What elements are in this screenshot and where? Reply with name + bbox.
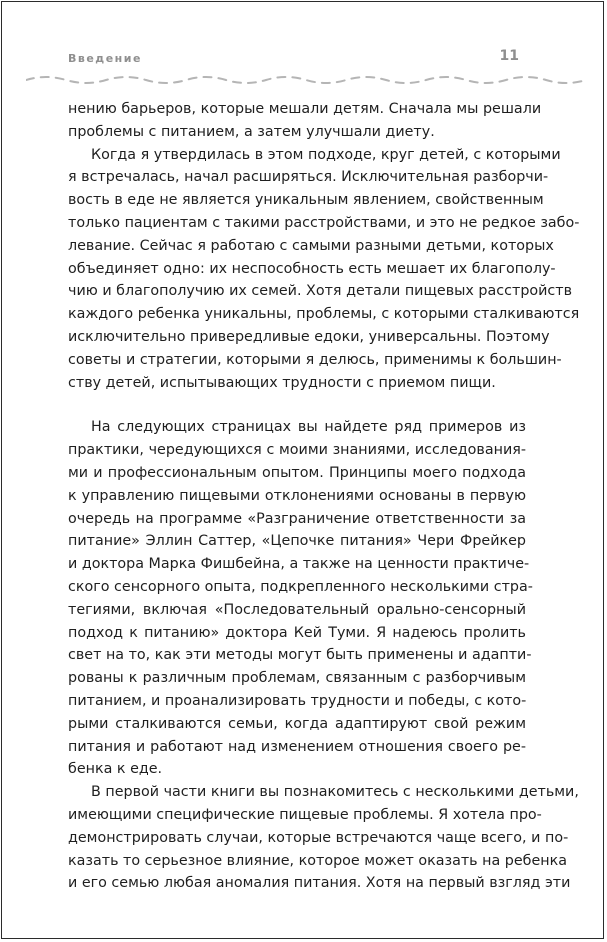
text-line: подход к питанию» доктора Кей Туми. Я надеюсь пролить xyxy=(68,624,526,641)
text-line: советы и стратегии, которыми я делюсь, применимы к большин- xyxy=(68,351,562,368)
text-line: к управлению пищевыми отклонениями основаны в первую xyxy=(68,487,526,504)
page-number: 11 xyxy=(499,48,519,64)
text-line: нению барьеров, которые мешали детям. Сначала мы решали xyxy=(68,101,542,117)
text-line: я встречалась, начал расширяться. Исключительная разборчи- xyxy=(68,169,549,186)
text-line: ского сенсорного опыта, подкрепленного несколькими стра- xyxy=(68,578,533,595)
text-line: казать то серьезное влияние, которое может оказать на ребенка xyxy=(68,852,568,869)
text-line: свет на то, как эти методы могут быть применены и адапти- xyxy=(68,647,532,664)
book-page xyxy=(1,1,604,939)
paragraph xyxy=(68,144,580,395)
paragraph xyxy=(68,98,542,144)
text-line: тегиями, включая «Последовательный орально-сенсорный xyxy=(68,601,526,618)
text-line: проблемы с питанием, а затем улучшали диету. xyxy=(68,123,435,140)
body-text xyxy=(68,98,580,895)
text-line: ми и профессиональным опытом. Принципы моего подхода xyxy=(68,464,526,481)
text-line: бенка к еде. xyxy=(68,761,163,778)
text-line: Когда я утвердилась в этом подходе, круг детей, с которыми xyxy=(91,146,561,163)
text-line: только пациентам с такими расстройствами, и это не редкое забо- xyxy=(68,214,580,231)
text-line: практики, чередующихся с моими знаниями, исследования- xyxy=(68,442,526,459)
text-line: исключительно привередливые едоки, универсальны. Поэтому xyxy=(68,328,550,345)
text-line: имеющими специфические пищевые проблемы. Я хотела про- xyxy=(68,806,542,823)
text-line: левание. Сейчас я работаю с самыми разными детьми, которых xyxy=(68,237,554,254)
wavy-divider xyxy=(26,72,586,88)
text-line: очередь на программе «Разграничение ответственности за xyxy=(68,510,526,527)
text-line: и доктора Марка Фишбейна, а также на ценности практиче- xyxy=(68,556,530,573)
text-line: каждого ребенка уникальны, проблемы, с которыми сталкиваются xyxy=(68,306,580,323)
text-line: объединяет одно: их неспособность есть мешает их благополу- xyxy=(68,260,556,277)
text-line: и его семью любая аномалия питания. Хотя на первый взгляд эти xyxy=(68,875,571,892)
text-line: чию и благополучию их семей. Хотя детали пищевых расстройств xyxy=(68,283,573,300)
text-line: вость в еде не является уникальным явлением, свойственным xyxy=(68,192,544,209)
text-line: рыми сталкиваются семьи, когда адаптируют свой режим xyxy=(68,715,526,732)
text-line: питанием, и проанализировать трудности и победы, с кото- xyxy=(68,692,527,709)
text-line: рованы к различным проблемам, связанным с разборчивым xyxy=(68,670,526,687)
paragraph xyxy=(68,416,533,781)
text-line: В первой части книги вы познакомитесь с несколькими детьми, xyxy=(91,784,579,801)
paragraph xyxy=(68,781,579,895)
running-head: Введение xyxy=(68,52,142,65)
text-line: ству детей, испытывающих трудности с приемом пищи. xyxy=(68,374,496,391)
text-line: демонстрировать случаи, которые встречаются чаще всего, и по- xyxy=(68,829,569,846)
paragraph-spacer xyxy=(68,394,526,416)
text-line: На следующих страницах вы найдете ряд примеров из xyxy=(91,419,526,436)
text-line: питание» Эллин Саттер, «Цепочке питания» Чери Фрейкер xyxy=(68,533,526,550)
text-line: питания и работают над изменением отношения своего ре- xyxy=(68,738,526,755)
